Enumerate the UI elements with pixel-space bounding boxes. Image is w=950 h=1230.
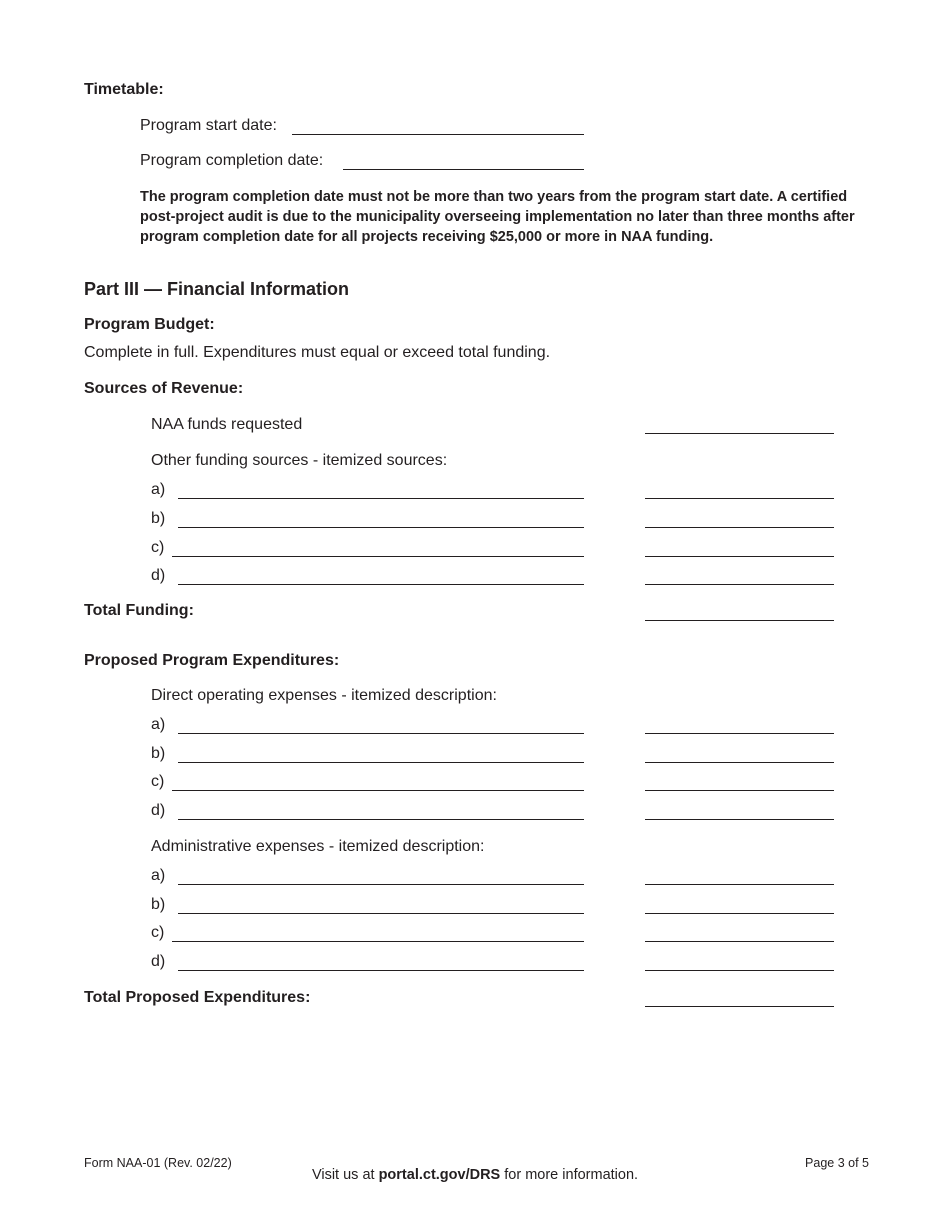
- timetable-note: The program completion date must not be more than two years from the program start date. A certified post-project audit is due to the municipality overseeing implementation no later than three months after program completion date for all projects receiving $25,000 or more in NAA funding.: [140, 189, 855, 245]
- revenue-item-amount-field[interactable]: [645, 498, 834, 499]
- revenue-item-description-field[interactable]: [178, 584, 584, 585]
- admin-expense-amount-field[interactable]: [645, 941, 834, 942]
- direct-expense-item-label: b): [151, 745, 166, 762]
- portal-link[interactable]: portal.ct.gov/DRS: [378, 1167, 501, 1183]
- total-proposed-expenditures-label: Total Proposed Expenditures:: [84, 989, 311, 1006]
- revenue-item-amount-field[interactable]: [645, 556, 834, 557]
- admin-expense-item-label: d): [151, 953, 166, 970]
- direct-operating-expenses-label: Direct operating expenses - itemized description:: [151, 687, 497, 704]
- admin-expense-amount-field[interactable]: [645, 884, 834, 885]
- total-funding-label: Total Funding:: [84, 602, 194, 619]
- direct-expense-amount-field[interactable]: [645, 762, 834, 763]
- footer-visit-suffix: for more information.: [500, 1167, 639, 1183]
- admin-expense-description-field[interactable]: [172, 941, 584, 942]
- other-funding-sources-label: Other funding sources - itemized sources:: [151, 452, 448, 469]
- admin-expense-item-label: a): [151, 867, 166, 884]
- direct-expense-description-field[interactable]: [172, 790, 584, 791]
- page-number: Page 3 of 5: [805, 1156, 869, 1170]
- direct-expense-description-field[interactable]: [178, 733, 584, 734]
- direct-expense-amount-field[interactable]: [645, 819, 834, 820]
- footer-visit-prefix: Visit us at: [311, 1167, 379, 1183]
- sources-of-revenue-heading: Sources of Revenue:: [84, 380, 244, 397]
- program-completion-date-field[interactable]: [343, 169, 584, 170]
- revenue-item-amount-field[interactable]: [645, 527, 834, 528]
- direct-expense-item-label: d): [151, 802, 166, 819]
- direct-expense-item-label: a): [151, 716, 166, 733]
- revenue-item-label: a): [151, 481, 166, 498]
- program-start-date-field[interactable]: [292, 134, 584, 135]
- total-expenditures-amount-field[interactable]: [645, 1006, 834, 1007]
- admin-expense-description-field[interactable]: [178, 884, 584, 885]
- revenue-item-description-field[interactable]: [172, 556, 584, 557]
- admin-expense-description-field[interactable]: [178, 913, 584, 914]
- admin-expense-amount-field[interactable]: [645, 970, 834, 971]
- direct-expense-item-label: c): [151, 773, 165, 790]
- naa-funds-requested-amount-field[interactable]: [645, 433, 834, 434]
- administrative-expenses-label: Administrative expenses - itemized description:: [151, 838, 485, 855]
- revenue-item-description-field[interactable]: [178, 498, 584, 499]
- direct-expense-description-field[interactable]: [178, 819, 584, 820]
- form-id: Form NAA-01 (Rev. 02/22): [84, 1156, 232, 1170]
- revenue-item-label: b): [151, 510, 166, 527]
- revenue-item-label: c): [151, 539, 165, 556]
- direct-expense-description-field[interactable]: [178, 762, 584, 763]
- revenue-item-description-field[interactable]: [178, 527, 584, 528]
- direct-expense-amount-field[interactable]: [645, 790, 834, 791]
- total-funding-amount-field[interactable]: [645, 620, 834, 621]
- admin-expense-item-label: c): [151, 924, 165, 941]
- admin-expense-item-label: b): [151, 896, 166, 913]
- admin-expense-amount-field[interactable]: [645, 913, 834, 914]
- part-three-title: Part III — Financial Information: [84, 279, 350, 299]
- proposed-expenditures-heading: Proposed Program Expenditures:: [84, 652, 340, 669]
- direct-expense-amount-field[interactable]: [645, 733, 834, 734]
- revenue-item-label: d): [151, 567, 166, 584]
- program-completion-date-label: Program completion date:: [140, 152, 324, 169]
- revenue-item-amount-field[interactable]: [645, 584, 834, 585]
- program-budget-heading: Program Budget:: [84, 316, 215, 333]
- naa-funds-requested-label: NAA funds requested: [151, 416, 303, 433]
- program-start-date-label: Program start date:: [140, 117, 277, 134]
- timetable-heading: Timetable:: [84, 81, 164, 98]
- program-budget-instructions: Complete in full. Expenditures must equal or exceed total funding.: [84, 344, 551, 361]
- admin-expense-description-field[interactable]: [178, 970, 584, 971]
